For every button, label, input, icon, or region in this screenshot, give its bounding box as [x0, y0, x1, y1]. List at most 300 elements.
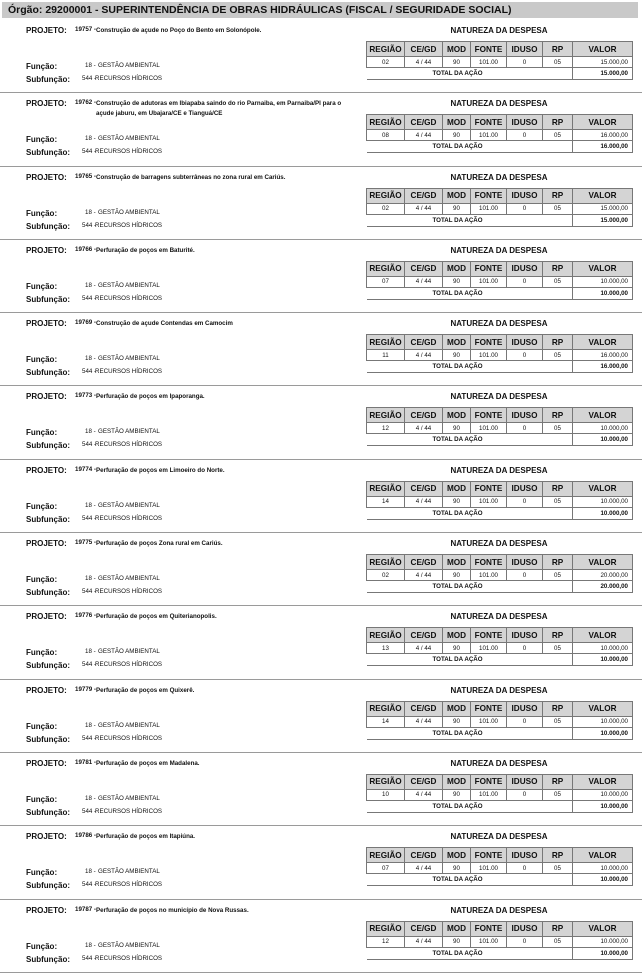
total-value: 10.000,00	[573, 434, 633, 446]
cell-fonte: 101.00	[471, 203, 507, 214]
col-header-regiao: REGIÃO	[367, 261, 405, 276]
col-header-rp: RP	[543, 555, 573, 570]
total-row	[367, 434, 633, 446]
total-label: TOTAL DA AÇÃO	[367, 581, 573, 593]
col-header-mod: MOD	[443, 701, 471, 716]
col-header-valor: VALOR	[573, 261, 633, 276]
table-row	[367, 570, 633, 581]
cell-regiao: 12	[367, 936, 405, 947]
project-label: PROJETO:	[26, 245, 67, 255]
total-row	[367, 214, 633, 226]
col-header-valor: VALOR	[573, 408, 633, 423]
cell-regiao: 12	[367, 423, 405, 434]
subfuncao-name: RECURSOS HÍDRICOS	[95, 514, 163, 522]
project-label: PROJETO:	[26, 539, 67, 549]
total-value: 10.000,00	[573, 874, 633, 886]
cell-cegd: 4 / 44	[405, 423, 443, 434]
col-header-rp: RP	[543, 701, 573, 716]
total-row	[367, 727, 633, 739]
total-label: TOTAL DA AÇÃO	[367, 287, 573, 299]
total-row	[367, 68, 633, 80]
total-label: TOTAL DA AÇÃO	[367, 214, 573, 226]
total-value: 15.000,00	[573, 68, 633, 80]
col-header-regiao: REGIÃO	[367, 335, 405, 350]
project-code: 19776 -	[75, 612, 96, 620]
expense-table	[366, 921, 633, 960]
project-block	[0, 826, 642, 899]
project-code: 19766 -	[75, 245, 96, 253]
col-header-mod: MOD	[443, 335, 471, 350]
table-header-row	[367, 701, 633, 716]
cell-cegd: 4 / 44	[405, 570, 443, 581]
project-block	[0, 240, 642, 313]
project-label: PROJETO:	[26, 392, 67, 402]
total-value: 16.000,00	[573, 361, 633, 373]
cell-regiao: 07	[367, 863, 405, 874]
subfuncao-code: 544 -	[82, 954, 97, 962]
project-block	[0, 386, 642, 459]
funcao-code: 18 -	[85, 281, 96, 289]
project-block	[0, 900, 642, 973]
natureza-heading: NATUREZA DA DESPESA	[450, 758, 548, 768]
col-header-rp: RP	[543, 921, 573, 936]
cell-mod: 90	[443, 570, 471, 581]
total-label: TOTAL DA AÇÃO	[367, 507, 573, 519]
col-header-iduso: IDUSO	[507, 848, 543, 863]
col-header-regiao: REGIÃO	[367, 188, 405, 203]
col-header-fonte: FONTE	[471, 701, 507, 716]
project-code: 19762 -	[75, 99, 96, 107]
cell-valor: 10.000,00	[573, 496, 633, 507]
natureza-heading: NATUREZA DA DESPESA	[450, 392, 548, 402]
project-block	[0, 93, 642, 166]
subfuncao-code: 544 -	[82, 661, 97, 669]
expense-table	[366, 407, 633, 446]
total-row	[367, 507, 633, 519]
col-header-fonte: FONTE	[471, 115, 507, 130]
col-header-cegd: CE/GD	[405, 628, 443, 643]
expense-table	[366, 481, 633, 520]
cell-valor: 20.000,00	[573, 570, 633, 581]
project-code: 19781 -	[75, 758, 96, 766]
cell-regiao: 08	[367, 130, 405, 141]
cell-rp: 05	[543, 643, 573, 654]
col-header-rp: RP	[543, 408, 573, 423]
col-header-cegd: CE/GD	[405, 701, 443, 716]
funcao-label: Função:	[26, 62, 58, 71]
col-header-valor: VALOR	[573, 701, 633, 716]
subfuncao-name: RECURSOS HÍDRICOS	[95, 881, 163, 889]
total-label: TOTAL DA AÇÃO	[367, 874, 573, 886]
col-header-cegd: CE/GD	[405, 921, 443, 936]
cell-valor: 10.000,00	[573, 936, 633, 947]
col-header-cegd: CE/GD	[405, 408, 443, 423]
total-row	[367, 141, 633, 153]
col-header-mod: MOD	[443, 921, 471, 936]
project-description: Perfuração de poços em Limoeiro do Norte.	[96, 466, 225, 474]
col-header-mod: MOD	[443, 188, 471, 203]
funcao-label: Função:	[26, 281, 58, 291]
cell-cegd: 4 / 44	[405, 643, 443, 654]
total-value: 16.000,00	[573, 141, 633, 153]
funcao-name: GESTÃO AMBIENTAL	[98, 281, 160, 289]
cell-rp: 05	[543, 203, 573, 214]
subfuncao-label: Subfunção:	[26, 734, 70, 744]
cell-regiao: 02	[367, 570, 405, 581]
cell-rp: 05	[543, 130, 573, 141]
table-row	[367, 496, 633, 507]
subfuncao-code: 544 -	[82, 294, 97, 302]
col-header-rp: RP	[543, 261, 573, 276]
funcao-label: Função:	[26, 721, 58, 731]
cell-cegd: 4 / 44	[405, 203, 443, 214]
total-label: TOTAL DA AÇÃO	[367, 947, 573, 959]
col-header-mod: MOD	[443, 261, 471, 276]
subfuncao-code: 544 -	[82, 441, 97, 449]
project-block	[0, 167, 642, 240]
natureza-heading: NATUREZA DA DESPESA	[450, 26, 548, 35]
project-description: Perfuração de poços no município de Nova Russas.	[96, 906, 249, 914]
cell-mod: 90	[443, 789, 471, 800]
funcao-label: Função:	[26, 868, 58, 878]
project-label: PROJETO:	[26, 319, 67, 329]
subfuncao-name: RECURSOS HÍDRICOS	[95, 588, 163, 596]
table-header-row	[367, 335, 633, 350]
col-header-regiao: REGIÃO	[367, 555, 405, 570]
cell-regiao: 13	[367, 643, 405, 654]
cell-cegd: 4 / 44	[405, 57, 443, 68]
cell-valor: 10.000,00	[573, 276, 633, 287]
project-label: PROJETO:	[26, 465, 67, 475]
col-header-cegd: CE/GD	[405, 261, 443, 276]
natureza-heading: NATUREZA DA DESPESA	[450, 905, 548, 915]
cell-valor: 16.000,00	[573, 130, 633, 141]
subfuncao-name: RECURSOS HÍDRICOS	[95, 148, 163, 156]
col-header-valor: VALOR	[573, 481, 633, 496]
funcao-label: Função:	[26, 428, 58, 438]
col-header-mod: MOD	[443, 481, 471, 496]
cell-iduso: 0	[507, 643, 543, 654]
col-header-fonte: FONTE	[471, 848, 507, 863]
col-header-regiao: REGIÃO	[367, 701, 405, 716]
col-header-iduso: IDUSO	[507, 115, 543, 130]
natureza-heading: NATUREZA DA DESPESA	[450, 612, 548, 622]
col-header-cegd: CE/GD	[405, 42, 443, 57]
col-header-rp: RP	[543, 774, 573, 789]
cell-cegd: 4 / 44	[405, 496, 443, 507]
col-header-fonte: FONTE	[471, 42, 507, 57]
subfuncao-code: 544 -	[82, 807, 97, 815]
cell-iduso: 0	[507, 130, 543, 141]
cell-rp: 05	[543, 936, 573, 947]
natureza-heading: NATUREZA DA DESPESA	[450, 832, 548, 842]
project-label: PROJETO:	[26, 612, 67, 622]
subfuncao-name: RECURSOS HÍDRICOS	[95, 661, 163, 669]
cell-mod: 90	[443, 863, 471, 874]
col-header-cegd: CE/GD	[405, 774, 443, 789]
cell-cegd: 4 / 44	[405, 936, 443, 947]
cell-fonte: 101.00	[471, 570, 507, 581]
expense-table	[366, 701, 633, 740]
col-header-fonte: FONTE	[471, 628, 507, 643]
cell-regiao: 10	[367, 789, 405, 800]
table-row	[367, 276, 633, 287]
project-block	[0, 533, 642, 606]
cell-mod: 90	[443, 350, 471, 361]
expense-table	[366, 188, 633, 227]
cell-fonte: 101.00	[471, 496, 507, 507]
col-header-iduso: IDUSO	[507, 188, 543, 203]
funcao-name: GESTÃO AMBIENTAL	[98, 208, 160, 216]
funcao-code: 18 -	[85, 135, 96, 143]
cell-valor: 15.000,00	[573, 57, 633, 68]
total-value: 10.000,00	[573, 654, 633, 666]
table-header-row	[367, 555, 633, 570]
total-value: 15.000,00	[573, 214, 633, 226]
funcao-name: GESTÃO AMBIENTAL	[98, 721, 160, 729]
cell-iduso: 0	[507, 203, 543, 214]
col-header-mod: MOD	[443, 848, 471, 863]
total-value: 10.000,00	[573, 287, 633, 299]
table-header-row	[367, 42, 633, 57]
table-header-row	[367, 774, 633, 789]
cell-iduso: 0	[507, 350, 543, 361]
funcao-code: 18 -	[85, 575, 96, 583]
subfuncao-code: 544 -	[82, 221, 97, 229]
project-label: PROJETO:	[26, 172, 67, 182]
cell-fonte: 101.00	[471, 57, 507, 68]
cell-mod: 90	[443, 716, 471, 727]
cell-iduso: 0	[507, 570, 543, 581]
total-label: TOTAL DA AÇÃO	[367, 727, 573, 739]
subfuncao-name: RECURSOS HÍDRICOS	[95, 807, 163, 815]
col-header-iduso: IDUSO	[507, 774, 543, 789]
project-label: PROJETO:	[26, 685, 67, 695]
table-header-row	[367, 481, 633, 496]
subfuncao-code: 544 -	[82, 881, 97, 889]
col-header-fonte: FONTE	[471, 261, 507, 276]
cell-fonte: 101.00	[471, 936, 507, 947]
project-description: Perfuração de poços em Quiterianopolis.	[96, 613, 217, 621]
subfuncao-label: Subfunção:	[26, 881, 70, 891]
funcao-label: Função:	[26, 355, 58, 365]
table-row	[367, 643, 633, 654]
cell-mod: 90	[443, 643, 471, 654]
subfuncao-label: Subfunção:	[26, 368, 70, 378]
project-description: Perfuração de poços em Ipaporanga.	[96, 393, 205, 401]
funcao-name: GESTÃO AMBIENTAL	[98, 868, 160, 876]
funcao-name: GESTÃO AMBIENTAL	[98, 62, 160, 69]
col-header-valor: VALOR	[573, 848, 633, 863]
natureza-heading: NATUREZA DA DESPESA	[450, 319, 548, 329]
col-header-iduso: IDUSO	[507, 628, 543, 643]
project-code: 19787 -	[75, 905, 96, 913]
col-header-fonte: FONTE	[471, 188, 507, 203]
cell-iduso: 0	[507, 863, 543, 874]
cell-rp: 05	[543, 716, 573, 727]
table-row	[367, 936, 633, 947]
total-label: TOTAL DA AÇÃO	[367, 654, 573, 666]
project-label: PROJETO:	[26, 99, 67, 109]
funcao-name: GESTÃO AMBIENTAL	[98, 648, 160, 656]
col-header-iduso: IDUSO	[507, 555, 543, 570]
natureza-heading: NATUREZA DA DESPESA	[450, 539, 548, 549]
funcao-name: GESTÃO AMBIENTAL	[98, 941, 160, 949]
expense-table	[366, 261, 633, 300]
col-header-rp: RP	[543, 481, 573, 496]
col-header-iduso: IDUSO	[507, 921, 543, 936]
col-header-mod: MOD	[443, 555, 471, 570]
table-row	[367, 716, 633, 727]
total-value: 10.000,00	[573, 727, 633, 739]
funcao-name: GESTÃO AMBIENTAL	[98, 501, 160, 509]
cell-fonte: 101.00	[471, 716, 507, 727]
project-code: 19769 -	[75, 319, 96, 327]
cell-rp: 05	[543, 423, 573, 434]
table-row	[367, 57, 633, 68]
cell-cegd: 4 / 44	[405, 350, 443, 361]
expense-table	[366, 774, 633, 813]
subfuncao-label: Subfunção:	[26, 221, 70, 231]
cell-mod: 90	[443, 203, 471, 214]
table-header-row	[367, 408, 633, 423]
funcao-code: 18 -	[85, 721, 96, 729]
col-header-fonte: FONTE	[471, 408, 507, 423]
cell-regiao: 02	[367, 203, 405, 214]
cell-valor: 10.000,00	[573, 716, 633, 727]
col-header-mod: MOD	[443, 408, 471, 423]
subfuncao-name: RECURSOS HÍDRICOS	[95, 75, 163, 82]
project-code: 19773 -	[75, 392, 96, 400]
total-row	[367, 361, 633, 373]
col-header-valor: VALOR	[573, 188, 633, 203]
subfuncao-code: 544 -	[82, 368, 97, 376]
total-row	[367, 654, 633, 666]
col-header-rp: RP	[543, 848, 573, 863]
cell-iduso: 0	[507, 936, 543, 947]
col-header-regiao: REGIÃO	[367, 408, 405, 423]
project-code: 19757 -	[75, 26, 96, 33]
project-description: Perfuração de poços Zona rural em Cariús.	[96, 540, 223, 548]
total-row	[367, 287, 633, 299]
table-row	[367, 130, 633, 141]
project-code: 19775 -	[75, 539, 96, 547]
cell-cegd: 4 / 44	[405, 863, 443, 874]
col-header-iduso: IDUSO	[507, 408, 543, 423]
total-label: TOTAL DA AÇÃO	[367, 141, 573, 153]
col-header-cegd: CE/GD	[405, 848, 443, 863]
project-description: Construção de açude Contendas em Camocim	[96, 320, 233, 328]
cell-cegd: 4 / 44	[405, 130, 443, 141]
cell-valor: 10.000,00	[573, 789, 633, 800]
table-row	[367, 423, 633, 434]
cell-rp: 05	[543, 863, 573, 874]
funcao-name: GESTÃO AMBIENTAL	[98, 428, 160, 436]
cell-fonte: 101.00	[471, 789, 507, 800]
expense-table	[366, 41, 633, 80]
col-header-fonte: FONTE	[471, 774, 507, 789]
cell-rp: 05	[543, 789, 573, 800]
col-header-regiao: REGIÃO	[367, 774, 405, 789]
cell-mod: 90	[443, 130, 471, 141]
funcao-code: 18 -	[85, 428, 96, 436]
subfuncao-name: RECURSOS HÍDRICOS	[95, 954, 163, 962]
cell-regiao: 14	[367, 496, 405, 507]
project-block	[0, 753, 642, 826]
project-label: PROJETO:	[26, 905, 67, 915]
funcao-code: 18 -	[85, 941, 96, 949]
col-header-cegd: CE/GD	[405, 188, 443, 203]
natureza-heading: NATUREZA DA DESPESA	[450, 685, 548, 695]
funcao-code: 18 -	[85, 868, 96, 876]
col-header-regiao: REGIÃO	[367, 42, 405, 57]
project-code: 19774 -	[75, 465, 96, 473]
cell-rp: 05	[543, 350, 573, 361]
funcao-label: Função:	[26, 135, 58, 145]
table-header-row	[367, 261, 633, 276]
project-description: Construção de adutoras em Ibiapaba saindo do rio Parnaiba, em Parnaiba/PI para o açude jaburu, em Ubajara/CE e Tianguá/CE	[96, 100, 342, 118]
col-header-cegd: CE/GD	[405, 115, 443, 130]
natureza-heading: NATUREZA DA DESPESA	[450, 172, 548, 182]
subfuncao-code: 544 -	[82, 588, 97, 596]
col-header-rp: RP	[543, 42, 573, 57]
table-header-row	[367, 188, 633, 203]
table-row	[367, 863, 633, 874]
cell-rp: 05	[543, 57, 573, 68]
project-label: PROJETO:	[26, 758, 67, 768]
funcao-code: 18 -	[85, 501, 96, 509]
subfuncao-label: Subfunção:	[26, 661, 70, 671]
cell-fonte: 101.00	[471, 423, 507, 434]
project-block	[0, 313, 642, 386]
subfuncao-name: RECURSOS HÍDRICOS	[95, 368, 163, 376]
total-row	[367, 581, 633, 593]
cell-regiao: 07	[367, 276, 405, 287]
project-description: Construção de barragens subterrâneas no zona rural em Cariús.	[96, 173, 286, 181]
cell-mod: 90	[443, 423, 471, 434]
cell-regiao: 11	[367, 350, 405, 361]
cell-valor: 10.000,00	[573, 423, 633, 434]
subfuncao-name: RECURSOS HÍDRICOS	[95, 221, 163, 229]
cell-fonte: 101.00	[471, 276, 507, 287]
subfuncao-label: Subfunção:	[26, 954, 70, 964]
cell-mod: 90	[443, 276, 471, 287]
project-block	[0, 460, 642, 533]
col-header-iduso: IDUSO	[507, 335, 543, 350]
subfuncao-code: 544 -	[82, 734, 97, 742]
col-header-cegd: CE/GD	[405, 481, 443, 496]
col-header-valor: VALOR	[573, 628, 633, 643]
cell-mod: 90	[443, 57, 471, 68]
cell-iduso: 0	[507, 276, 543, 287]
cell-valor: 16.000,00	[573, 350, 633, 361]
col-header-regiao: REGIÃO	[367, 921, 405, 936]
subfuncao-label: Subfunção:	[26, 514, 70, 524]
project-block	[0, 20, 642, 93]
table-header-row	[367, 115, 633, 130]
subfuncao-label: Subfunção:	[26, 148, 70, 158]
orgao-header: Órgão: 29200001 - SUPERINTENDÊNCIA DE OBRAS HIDRÁULICAS (FISCAL / SEGURIDADE SOCIAL)	[2, 2, 638, 18]
total-row	[367, 800, 633, 812]
total-label: TOTAL DA AÇÃO	[367, 68, 573, 80]
project-code: 19786 -	[75, 832, 96, 840]
funcao-code: 18 -	[85, 208, 96, 216]
funcao-name: GESTÃO AMBIENTAL	[98, 794, 160, 802]
table-row	[367, 203, 633, 214]
funcao-label: Função:	[26, 208, 58, 218]
project-code: 19765 -	[75, 172, 96, 180]
funcao-label: Função:	[26, 501, 58, 511]
